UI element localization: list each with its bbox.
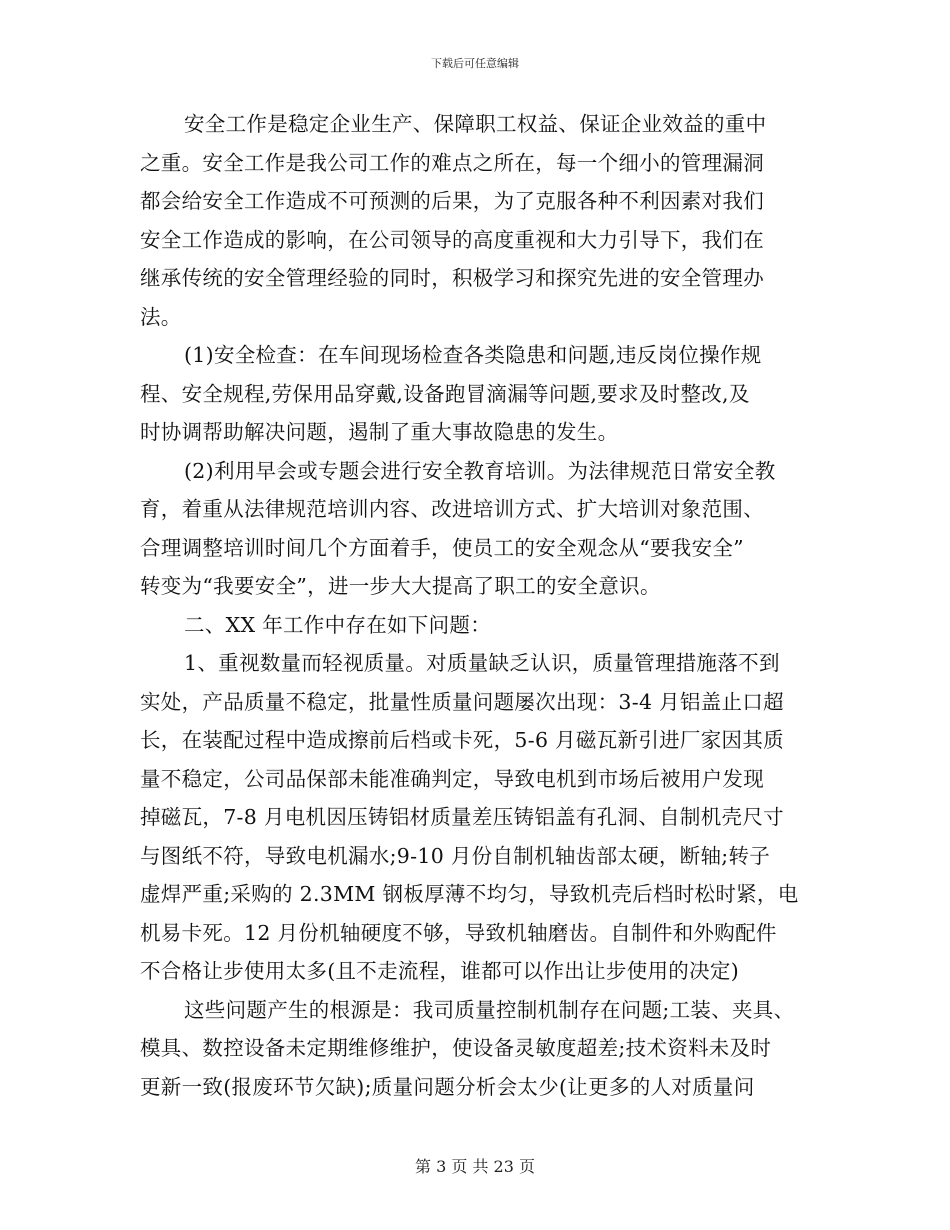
text-line: 安全工作造成的影响，在公司领导的高度重视和大力引导下，我们在 — [140, 227, 764, 252]
text-line: 不合格让步使用太多(且不走流程，谁都可以作出让步使用的决定) — [140, 959, 739, 983]
text-line: 与图纸不符，导致电机漏水;9-10 月份自制机轴齿部太硬，断轴;转子 — [140, 843, 771, 868]
text-line: 长，在装配过程中造成擦前后档或卡死，5-6 月磁瓦新引进厂家因其质 — [140, 728, 784, 752]
text-line: 这些问题产生的根源是：我司质量控制机制存在问题;工装、夹具、 — [184, 997, 795, 1022]
text-line: 育，着重从法律规范培训内容、改进培训方式、扩大培训对象范围、 — [140, 497, 764, 521]
text-line: 合理调整培训时间几个方面着手，使员工的安全观念从“要我安全” — [140, 535, 744, 560]
text-line: 机易卡死。12 月份机轴硬度不够，导致机轴磨齿。自制件和外购配件 — [140, 920, 777, 945]
text-line: 法。 — [140, 304, 182, 329]
text-line: 安全工作是稳定企业生产、保障职工权益、保证企业效益的重中 — [184, 112, 767, 136]
text-line: 二、XX 年工作中存在如下问题： — [184, 612, 492, 637]
text-line: 转变为“我要安全”，进一步大大提高了职工的安全意识。 — [140, 574, 661, 598]
text-line: 模具、数控设备未定期维修维护，使设备灵敏度超差;技术资料未及时 — [140, 1036, 772, 1060]
text-line: 之重。安全工作是我公司工作的难点之所在，每一个细小的管理漏洞 — [140, 150, 764, 175]
text-line: 虚焊严重;采购的 2.3MM 钢板厚薄不均匀，导致机壳后档时松时紧，电 — [140, 882, 799, 906]
text-line: 1、重视数量而轻视质量。对质量缺乏认识，质量管理措施落不到 — [184, 651, 780, 675]
text-line: (2)利用早会或专题会进行安全教育培训。为法律规范日常安全教 — [184, 458, 776, 483]
text-line: 都会给安全工作造成不可预测的后果，为了克服各种不利因素对我们 — [140, 189, 764, 213]
text-line: 量不稳定，公司品保部未能准确判定，导致电机到市场后被用户发现 — [140, 766, 764, 791]
page-header-note: 下载后可任意编辑 — [431, 57, 519, 70]
text-line: 继承传统的安全管理经验的同时，积极学习和探究先进的安全管理办 — [140, 266, 764, 290]
text-line: 实处，产品质量不稳定，批量性质量问题屡次出现：3-4 月铝盖止口超 — [140, 689, 784, 714]
text-line: 掉磁瓦，7-8 月电机因压铸铝材质量差压铸铝盖有孔洞、自制机壳尺寸 — [140, 805, 784, 829]
document-body — [140, 105, 820, 1106]
text-line: 更新一致(报废环节欠缺);质量问题分析会太少(让更多的人对质量问 — [140, 1074, 755, 1099]
text-line: (1)安全检查：在车间现场检查各类隐患和问题,违反岗位操作规 — [184, 343, 762, 367]
page-number-footer: 第 3 页 共 23 页 — [415, 1157, 535, 1176]
text-line: 时协调帮助解决问题，遏制了重大事故隐患的发生。 — [140, 420, 619, 444]
text-line: 程、安全规程,劳保用品穿戴,设备跑冒滴漏等问题,要求及时整改,及 — [140, 381, 750, 406]
